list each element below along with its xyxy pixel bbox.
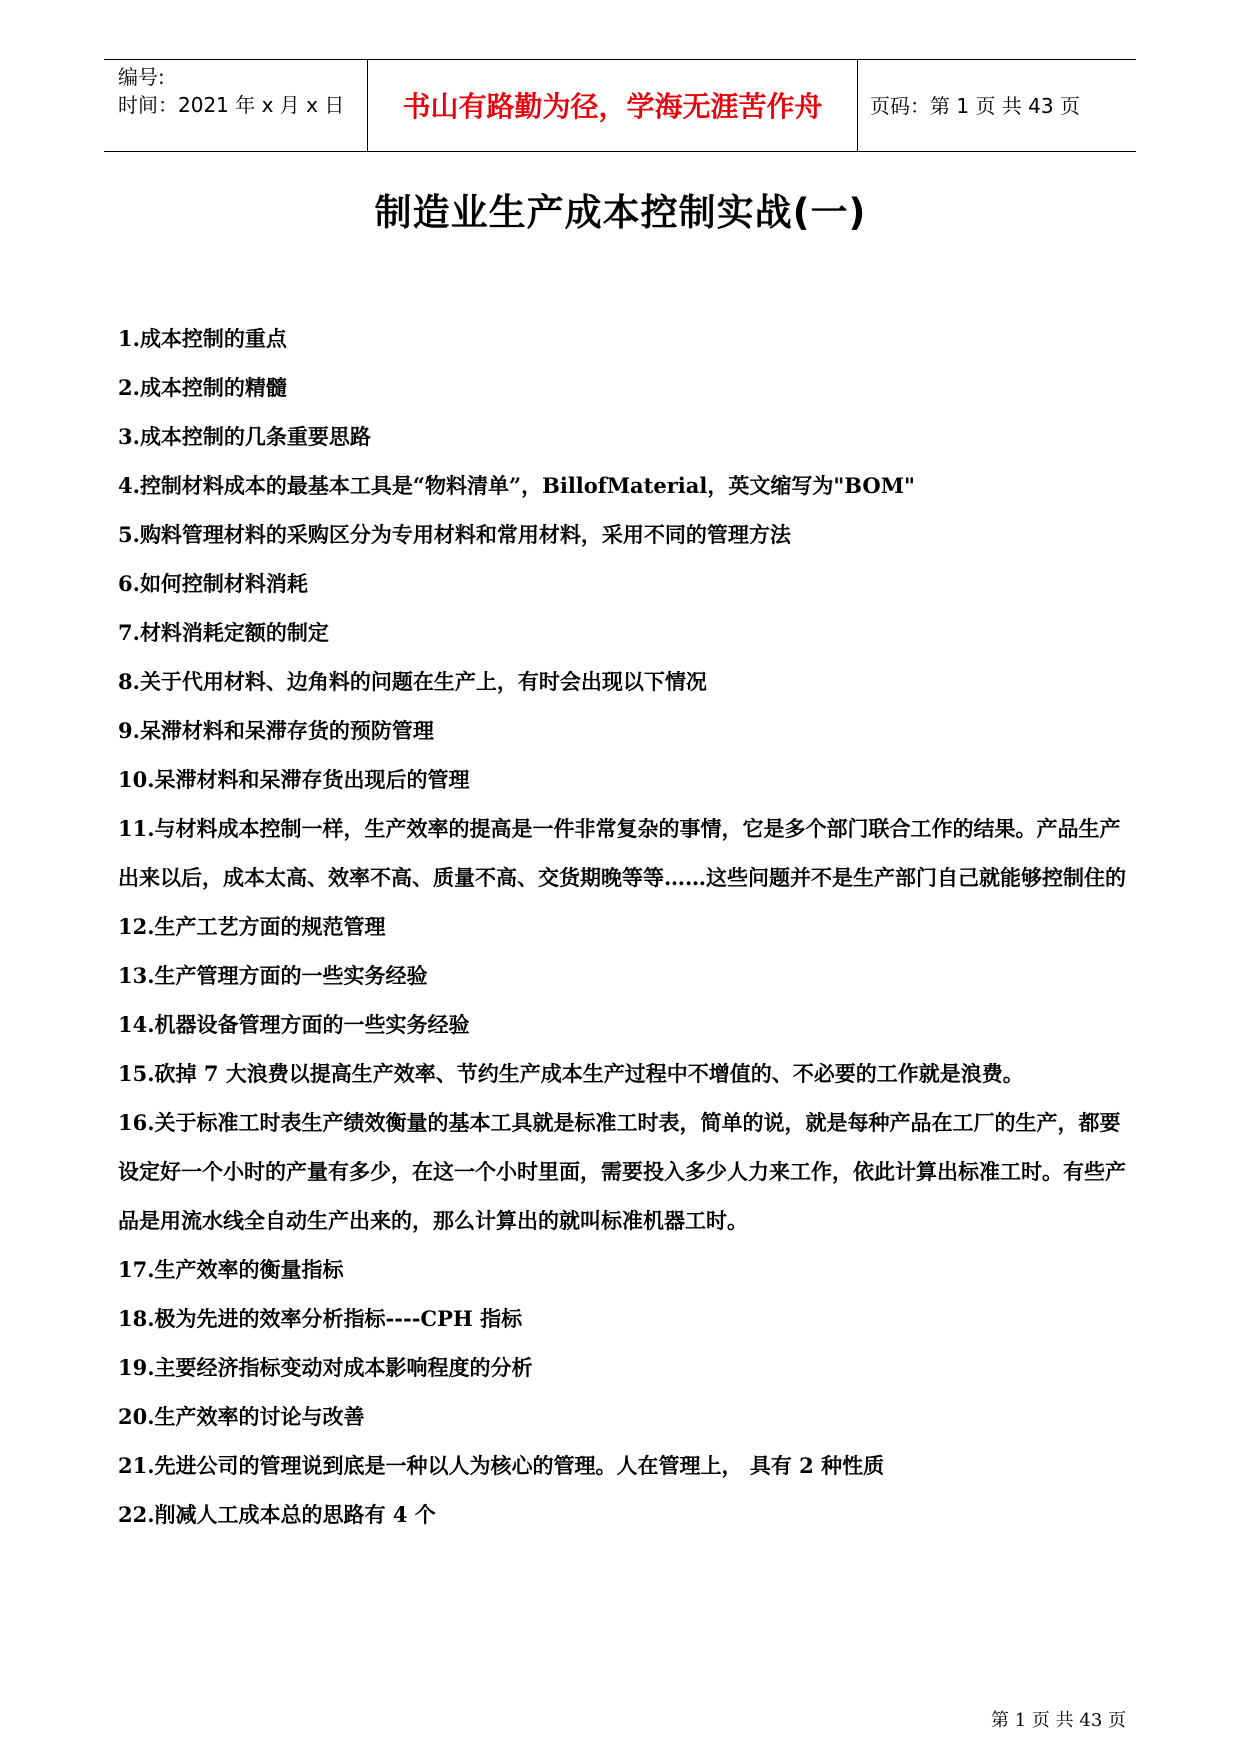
list-item — [118, 461, 1128, 510]
list-item — [118, 1294, 1128, 1343]
list-item — [118, 1490, 1128, 1539]
list-item-number: 22. — [118, 1502, 155, 1527]
list-item-text: 生产管理方面的一些实务经验 — [154, 963, 428, 988]
list-item — [118, 510, 1128, 559]
list-item-text: 材料消耗定额的制定 — [139, 620, 329, 645]
list-item — [118, 804, 1128, 902]
list-item-number: 3. — [118, 424, 140, 449]
list-item-number: 12. — [118, 914, 155, 939]
list-item — [118, 412, 1128, 461]
list-item-text: 先进公司的管理说到底是一种以人为核心的管理。人在管理上， 具有 2 种性质 — [154, 1453, 885, 1478]
list-item-number: 16. — [118, 1110, 155, 1135]
header-page-info: 页码：第 1 页 共 43 页 — [870, 94, 1080, 118]
list-item-number: 2. — [118, 375, 140, 400]
list-item — [118, 1098, 1128, 1245]
list-item-number: 7. — [118, 620, 140, 645]
list-item-text: 生产效率的衡量指标 — [154, 1257, 344, 1282]
list-item-number: 1. — [118, 326, 140, 351]
list-item — [118, 1441, 1128, 1490]
list-item-text: 关于标准工时表生产绩效衡量的基本工具就是标准工时表，简单的说，就是每种产品在工厂的生产，都要设定好一个小时的产量有多少，在这一个小时里面，需要投入多少人力来工作，依此计算出标准工时。有些产品是用流水线全自动生产出来的，那么计算出的就叫标准机器工时。 — [118, 1110, 1126, 1233]
list-item-number: 21. — [118, 1453, 155, 1478]
page-footer: 第 1 页 共 43 页 — [991, 1710, 1126, 1731]
list-item-text: 购料管理材料的采购区分为专用材料和常用材料，采用不同的管理方法 — [139, 522, 791, 547]
list-item-text: 成本控制的精髓 — [139, 375, 287, 400]
list-item-text: 关于代用材料、边角料的问题在生产上，有时会出现以下情况 — [139, 669, 707, 694]
list-item — [118, 657, 1128, 706]
list-item-text: 砍掉 7 大浪费以提高生产效率、节约生产成本生产过程中不增值的、不必要的工作就是浪费。 — [154, 1061, 1024, 1086]
list-item-number: 14. — [118, 1012, 155, 1037]
list-item-text: 极为先进的效率分析指标----CPH 指标 — [154, 1306, 523, 1331]
list-item — [118, 363, 1128, 412]
list-item-number: 4. — [118, 473, 140, 498]
list-item — [118, 706, 1128, 755]
list-item-text: 如何控制材料消耗 — [139, 571, 308, 596]
list-item-number: 8. — [118, 669, 140, 694]
list-item — [118, 1245, 1128, 1294]
list-item-text: 机器设备管理方面的一些实务经验 — [154, 1012, 470, 1037]
list-item — [118, 314, 1128, 363]
list-item — [118, 1392, 1128, 1441]
list-item-text: 削减人工成本总的思路有 4 个 — [154, 1502, 436, 1527]
list-item-number: 13. — [118, 963, 155, 988]
number-label: 编号: — [118, 65, 165, 89]
list-item-text: 呆滞材料和呆滞存货出现后的管理 — [154, 767, 470, 792]
list-item-text: 呆滞材料和呆滞存货的预防管理 — [139, 718, 434, 743]
header-motto: 书山有路勤为径，学海无涯苦作舟 — [368, 60, 858, 151]
list-item-text: 主要经济指标变动对成本影响程度的分析 — [154, 1355, 533, 1380]
list-item — [118, 559, 1128, 608]
list-item-number: 15. — [118, 1061, 155, 1086]
list-item-number: 19. — [118, 1355, 155, 1380]
list-item-text: 成本控制的几条重要思路 — [139, 424, 371, 449]
list-item-text: 成本控制的重点 — [139, 326, 287, 351]
list-item-number: 18. — [118, 1306, 155, 1331]
list-item-number: 5. — [118, 522, 140, 547]
list-item-text: 控制材料成本的最基本工具是“物料清单”，BillofMaterial，英文缩写为"BOM" — [139, 473, 915, 498]
list-item — [118, 1049, 1128, 1098]
list-item — [118, 608, 1128, 657]
list-item-number: 20. — [118, 1404, 155, 1429]
list-item-text: 生产效率的讨论与改善 — [154, 1404, 365, 1429]
list-item-number: 9. — [118, 718, 140, 743]
list-item — [118, 951, 1128, 1000]
list-item — [118, 755, 1128, 804]
list-item-number: 17. — [118, 1257, 155, 1282]
list-item — [118, 1000, 1128, 1049]
list-item — [118, 1343, 1128, 1392]
page-header — [104, 59, 1136, 152]
outline-list — [118, 314, 1128, 1539]
list-item-text: 与材料成本控制一样，生产效率的提高是一件非常复杂的事情，它是多个部门联合工作的结果。产品生产出来以后，成本太高、效率不高、质量不高、交货期晚等等……这些问题并不是生产部门自己就能够控制住的 — [118, 816, 1126, 890]
time-label: 时间：2021 年 x 月 x 日 — [118, 93, 345, 117]
document-title: 制造业生产成本控制实战(一) — [374, 191, 867, 234]
list-item-text: 生产工艺方面的规范管理 — [154, 914, 386, 939]
header-left-cell — [104, 60, 368, 151]
list-item-number: 11. — [118, 816, 155, 841]
list-item-number: 10. — [118, 767, 155, 792]
list-item-number: 6. — [118, 571, 140, 596]
list-item — [118, 902, 1128, 951]
